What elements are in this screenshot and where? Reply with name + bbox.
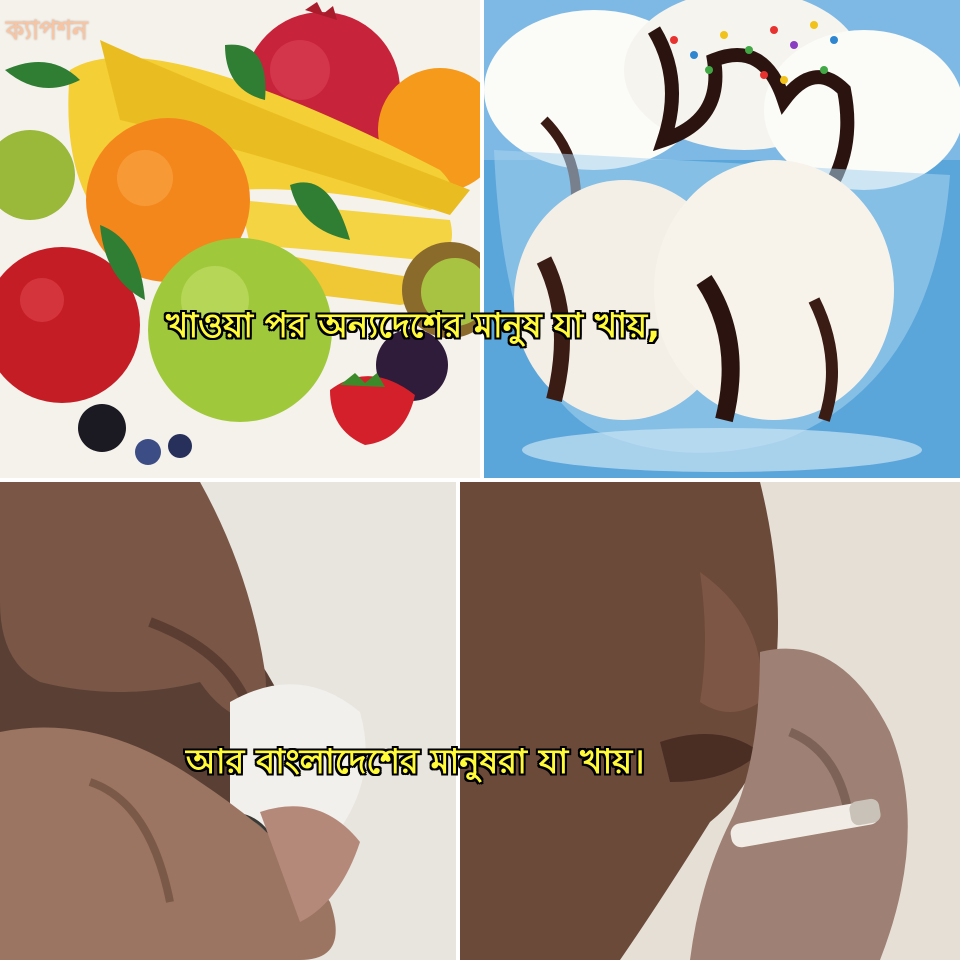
fruits-photo: [0, 0, 480, 478]
ice-cream-photo: [484, 0, 960, 478]
hands-tobacco-photo: [0, 482, 456, 960]
watermark-logo: ক্যাপশন: [6, 16, 88, 46]
smoking-photo: [460, 482, 960, 960]
ice-cream-illustration: [484, 0, 960, 478]
fruits-illustration: [0, 0, 480, 478]
smoking-illustration: [460, 482, 960, 960]
hands-illustration: [0, 482, 456, 960]
caption-top: খাওয়া পর অন্যদেশের মানুষ যা খায়,: [166, 306, 661, 346]
caption-bottom: আর বাংলাদেশের মানুষরা যা খায়।: [186, 742, 645, 782]
